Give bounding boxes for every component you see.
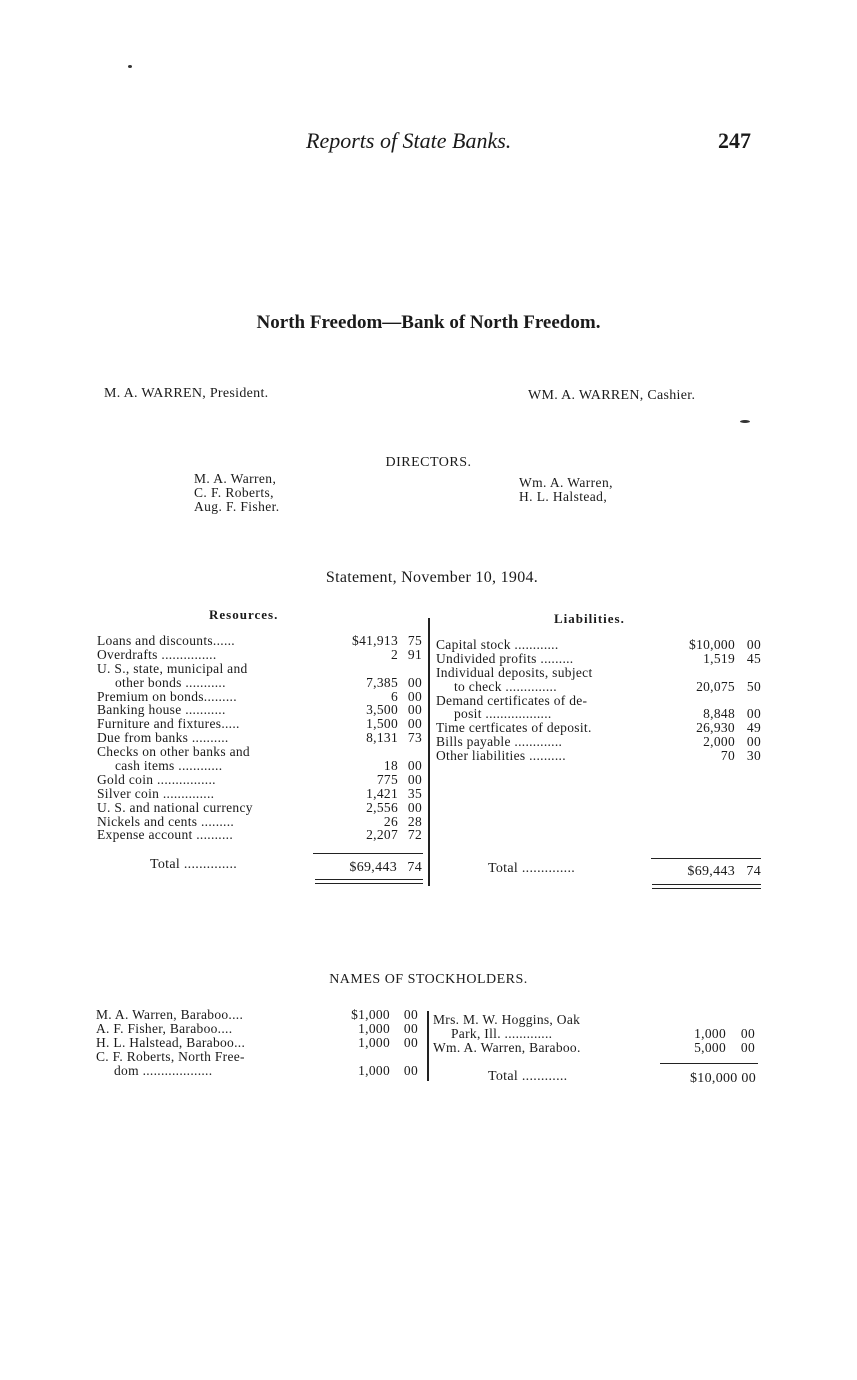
ledger-dollars: 18 [383,758,398,774]
column-divider [428,618,430,886]
director-name: Wm. A. Warren, [519,475,613,490]
ledger-cents: 00 [740,1039,755,1055]
ledger-cents: 75 [407,633,422,648]
stockholders-divider [427,1011,429,1081]
ledger-dollars: 775 [376,771,398,787]
president-line: M. A. WARREN, President. [104,386,269,401]
stockholders-total-rule [660,1063,758,1064]
ledger-dollars: 1,000 [694,1025,726,1041]
ledger-label: to check .............. [454,678,557,694]
ledger-label: Other liabilities .......... [436,748,566,764]
scan-speck [740,420,750,423]
ledger-dollars: 1,519 [703,650,735,666]
ledger-row [97,745,425,759]
ledger-label: other bonds ........... [115,674,226,690]
ledger-cents: 35 [407,785,422,801]
ledger-label: Checks on other banks and [97,744,250,760]
ledger-row [97,690,425,704]
ledger-cents: 00 [403,1007,418,1022]
resources-total-label: Total .............. [150,857,238,872]
ledger-dollars: 2,207 [366,827,398,843]
ledger-label: Expense account .......... [97,827,234,843]
liabilities-total-dollars: $69,443 [687,864,735,879]
ledger-label: Capital stock ............ [436,637,559,652]
ledger-row [436,638,764,652]
ledger-cents: 73 [407,730,422,746]
director-name: H. L. Halstead, [519,489,608,504]
ledger-cents: 00 [746,734,761,750]
ledger-label: Bills payable ............. [436,734,563,750]
ledger-row [96,1036,422,1050]
director-name: M. A. Warren, [194,471,277,486]
ledger-dollars: 5,000 [694,1039,726,1055]
liabilities-total-cents: 74 [746,864,761,879]
ledger-cents: 91 [407,646,422,662]
ledger-cents: 00 [403,1020,418,1036]
ledger-row [436,694,764,708]
ledger-row [436,666,764,680]
running-header-title: Reports of State Banks. [306,128,512,153]
ledger-label: Nickels and cents ......... [97,813,235,829]
stockholders-total-amount: $10,000 00 [690,1071,756,1086]
ledger-label: Premium on bonds......... [97,688,237,704]
stockholders-total-label: Total ............ [488,1069,568,1084]
director-name: C. F. Roberts, [194,485,274,500]
ledger-label: A. F. Fisher, Baraboo.... [96,1020,233,1036]
ledger-cents: 00 [746,637,761,652]
resources-double-rule [315,883,423,884]
resources-heading: Resources. [209,607,279,622]
ledger-cents: 00 [740,1025,755,1041]
ledger-dollars: 8,131 [366,730,398,746]
ledger-dollars: 26,930 [696,720,735,736]
ledger-cents: 30 [746,748,761,764]
ledger-cents: 00 [746,706,761,722]
ledger-label: Loans and discounts...... [97,633,235,648]
directors-right-list [519,476,613,504]
ledger-label: C. F. Roberts, North Free- [96,1048,245,1064]
ledger-row [436,707,764,721]
ledger-row [97,787,425,801]
ledger-row [96,1008,422,1022]
stockholders-left-list [96,1008,422,1077]
ledger-label: Silver coin .............. [97,785,215,801]
ledger-label: Wm. A. Warren, Baraboo. [433,1039,581,1055]
ledger-row [436,735,764,749]
bank-title: North Freedom—Bank of North Freedom. [256,312,601,333]
ledger-label: Mrs. M. W. Hoggins, Oak [433,1012,581,1027]
ledger-row [97,717,425,731]
ledger-row [433,1027,759,1041]
page-number: 247 [718,128,751,153]
ledger-row [97,801,425,815]
ledger-dollars: 8,848 [703,706,735,722]
ledger-dollars: 7,385 [366,674,398,690]
ledger-cents: 00 [407,799,422,815]
stockholders-right-list [433,1013,759,1055]
ledger-row [96,1050,422,1064]
ledger-row [433,1013,759,1027]
ledger-label: posit .................. [454,706,552,722]
ledger-label: cash items ............ [115,758,223,774]
ledger-dollars: $1,000 [351,1007,390,1022]
liabilities-total-rule [651,858,761,859]
ledger-row [436,652,764,666]
ledger-cents: 28 [407,813,422,829]
ledger-dollars: 6 [390,688,398,704]
ledger-row [97,828,425,842]
statement-date: Statement, November 10, 1904. [325,569,539,586]
ledger-label: Undivided profits ......... [436,650,574,666]
ledger-row [436,749,764,763]
ledger-label: Banking house ........... [97,702,226,718]
ledger-cents: 45 [746,650,761,666]
ledger-cents: 72 [407,827,422,843]
ledger-dollars: 26 [383,813,398,829]
liabilities-list [436,638,764,763]
resources-list [97,634,425,842]
ledger-row [436,721,764,735]
ledger-dollars: $41,913 [352,633,398,648]
ledger-cents: 50 [746,678,761,694]
ledger-row [97,773,425,787]
liabilities-heading: Liabilities. [554,611,625,626]
ledger-label: M. A. Warren, Baraboo.... [96,1007,244,1022]
ledger-row [97,703,425,717]
ledger-label: dom ................... [114,1062,213,1078]
ledger-row [97,731,425,745]
ledger-cents: 00 [407,688,422,704]
ledger-cents: 00 [407,716,422,732]
liabilities-double-rule [652,888,761,889]
resources-total-rule [313,853,423,854]
ledger-dollars: 70 [720,748,735,764]
ledger-cents: 49 [746,720,761,736]
resources-double-rule [315,879,423,880]
ledger-row [436,680,764,694]
director-name: Aug. F. Fisher. [194,499,280,514]
ledger-dollars: 1,000 [358,1062,390,1078]
ledger-label: Park, Ill. ............. [451,1025,553,1041]
liabilities-double-rule [652,884,761,885]
ledger-label: Gold coin ................ [97,771,216,787]
ledger-row [96,1064,422,1078]
ledger-label: Overdrafts ............... [97,646,217,662]
ledger-dollars: $10,000 [689,637,735,652]
ledger-dollars: 1,421 [366,785,398,801]
resources-total-cents: 74 [407,860,422,875]
ledger-cents: 00 [403,1062,418,1078]
ledger-dollars: 2,556 [366,799,398,815]
ledger-label: U. S. and national currency [97,799,253,815]
ledger-label: Due from banks .......... [97,730,229,746]
ledger-label: Time certficates of deposit. [436,720,592,736]
ledger-label: U. S., state, municipal and [97,660,248,676]
stockholders-heading: NAMES OF STOCKHOLDERS. [329,972,528,987]
ledger-row [433,1041,759,1055]
ledger-dollars: 1,000 [358,1034,390,1050]
cashier-line: WM. A. WARREN, Cashier. [528,388,696,403]
directors-left-list [194,472,280,514]
ledger-row [97,676,425,690]
ledger-row [97,759,425,773]
ledger-row [97,648,425,662]
liabilities-total-label: Total .............. [488,861,576,876]
ledger-dollars: 1,000 [358,1020,390,1036]
ledger-cents: 00 [407,771,422,787]
ledger-dollars: 2 [390,646,398,662]
ledger-row [97,815,425,829]
ledger-row [97,634,425,648]
ledger-cents: 00 [407,674,422,690]
ledger-cents: 00 [407,702,422,718]
ledger-cents: 00 [403,1034,418,1050]
ledger-dollars: 20,075 [696,678,735,694]
directors-heading: DIRECTORS. [385,455,472,470]
ledger-row [96,1022,422,1036]
ledger-label: H. L. Halstead, Baraboo... [96,1034,246,1050]
ledger-dollars: 2,000 [703,734,735,750]
ledger-cents: 00 [407,758,422,774]
scan-speck [128,65,132,68]
ledger-row [97,662,425,676]
resources-total-dollars: $69,443 [349,860,397,875]
ledger-dollars: 3,500 [366,702,398,718]
ledger-label: Furniture and fixtures..... [97,716,240,732]
ledger-dollars: 1,500 [366,716,398,732]
ledger-label: Demand certificates of de- [436,692,588,708]
ledger-label: Individual deposits, subject [436,664,593,680]
